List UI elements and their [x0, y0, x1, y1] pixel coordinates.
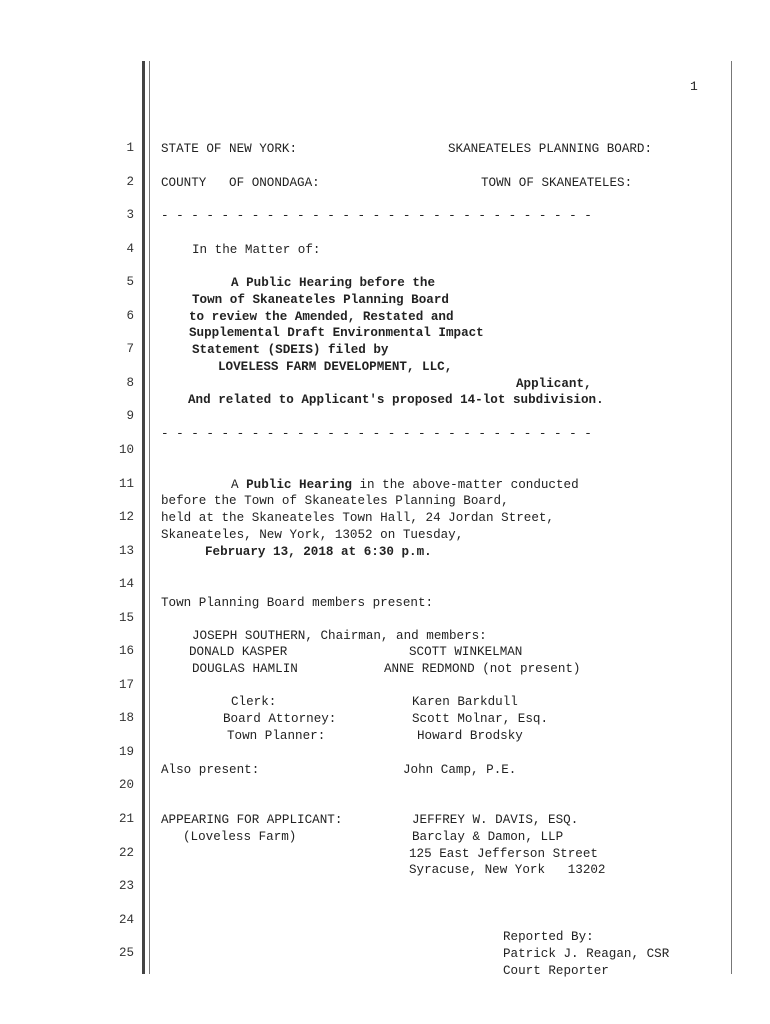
line-number: 11 [118, 477, 134, 491]
line-number: 13 [118, 544, 134, 558]
line-number: 12 [118, 510, 134, 524]
appearing-label: APPEARING FOR APPLICANT: [161, 813, 343, 827]
line-number: 22 [118, 846, 134, 860]
matter-line: A Public Hearing before the [231, 276, 436, 290]
line-number: 1 [126, 141, 134, 155]
line-number: 4 [126, 242, 134, 256]
line-number: 19 [118, 745, 134, 759]
line-number: 18 [118, 711, 134, 725]
line-number: 6 [126, 309, 134, 323]
matter-line: Town of Skaneateles Planning Board [192, 293, 449, 307]
hearing-line [231, 477, 579, 493]
counsel-line: 125 East Jefferson Street [409, 847, 598, 861]
counsel-line: Barclay & Damon, LLP [412, 830, 564, 844]
line-number: 20 [118, 778, 134, 792]
page-number: 1 [690, 79, 698, 94]
dash-separator: - - - - - - - - - - - - - - - - - - - - - - - - - - - - - [161, 209, 592, 223]
matter-intro: In the Matter of: [192, 243, 321, 257]
counsel-line: Syracuse, New York 13202 [409, 863, 606, 877]
matter-line: And related to Applicant's proposed 14-lot subdivision. [188, 393, 604, 407]
staff-name: Karen Barkdull [412, 695, 518, 709]
left-margin-rule-inner [149, 61, 150, 974]
line-number: 14 [118, 577, 134, 591]
hearing-date: February 13, 2018 at 6:30 p.m. [205, 545, 432, 559]
line-number: 8 [126, 376, 134, 390]
staff-role: Clerk: [231, 695, 277, 709]
also-present-name: John Camp, P.E. [403, 763, 517, 777]
also-present-label: Also present: [161, 763, 260, 777]
caption-town: TOWN OF SKANEATELES: [481, 176, 633, 190]
line-number: 24 [118, 913, 134, 927]
reporter-line: Court Reporter [503, 964, 609, 978]
dash-separator: - - - - - - - - - - - - - - - - - - - - - - - - - - - - - [161, 427, 592, 441]
line-number: 23 [118, 879, 134, 893]
hearing-bold: Public Hearing [246, 478, 352, 492]
member: ANNE REDMOND (not present) [384, 662, 581, 676]
reporter-line: Patrick J. Reagan, CSR [503, 947, 670, 961]
applicant-label: Applicant, [516, 377, 592, 391]
member: DONALD KASPER [189, 645, 288, 659]
line-number: 16 [118, 644, 134, 658]
caption-county: COUNTY OF ONONDAGA: [161, 176, 320, 190]
caption-board: SKANEATELES PLANNING BOARD: [448, 142, 653, 156]
line-number: 10 [118, 443, 134, 457]
line-number: 15 [118, 611, 134, 625]
hearing-line: before the Town of Skaneateles Planning Board, [161, 494, 509, 508]
staff-role: Town Planner: [227, 729, 326, 743]
line-number: 2 [126, 175, 134, 189]
matter-line: to review the Amended, Restated and [189, 310, 454, 324]
left-margin-rule [142, 61, 145, 974]
line-number: 21 [118, 812, 134, 826]
reporter-line: Reported By: [503, 930, 594, 944]
staff-role: Board Attorney: [223, 712, 337, 726]
staff-name: Howard Brodsky [417, 729, 523, 743]
line-number: 7 [126, 342, 134, 356]
right-margin-rule [731, 61, 732, 974]
members-heading: Town Planning Board members present: [161, 596, 434, 610]
chairman: JOSEPH SOUTHERN, Chairman, and members: [192, 629, 487, 643]
applicant-name: LOVELESS FARM DEVELOPMENT, LLC, [218, 360, 453, 374]
hearing-text: A [231, 478, 247, 492]
line-number: 17 [118, 678, 134, 692]
matter-line: Statement (SDEIS) filed by [192, 343, 389, 357]
line-number: 3 [126, 208, 134, 222]
line-number: 5 [126, 275, 134, 289]
matter-line: Supplemental Draft Environmental Impact [189, 326, 484, 340]
counsel-line: JEFFREY W. DAVIS, ESQ. [412, 813, 579, 827]
caption-state: STATE OF NEW YORK: [161, 142, 298, 156]
staff-name: Scott Molnar, Esq. [412, 712, 549, 726]
hearing-text: in the above-matter conducted [351, 478, 579, 492]
hearing-line: Skaneateles, New York, 13052 on Tuesday, [161, 528, 464, 542]
member: DOUGLAS HAMLIN [192, 662, 298, 676]
appearing-sub: (Loveless Farm) [183, 830, 297, 844]
hearing-line: held at the Skaneateles Town Hall, 24 Jordan Street, [161, 511, 554, 525]
line-number: 9 [126, 409, 134, 423]
line-number: 25 [118, 946, 134, 960]
member: SCOTT WINKELMAN [409, 645, 523, 659]
